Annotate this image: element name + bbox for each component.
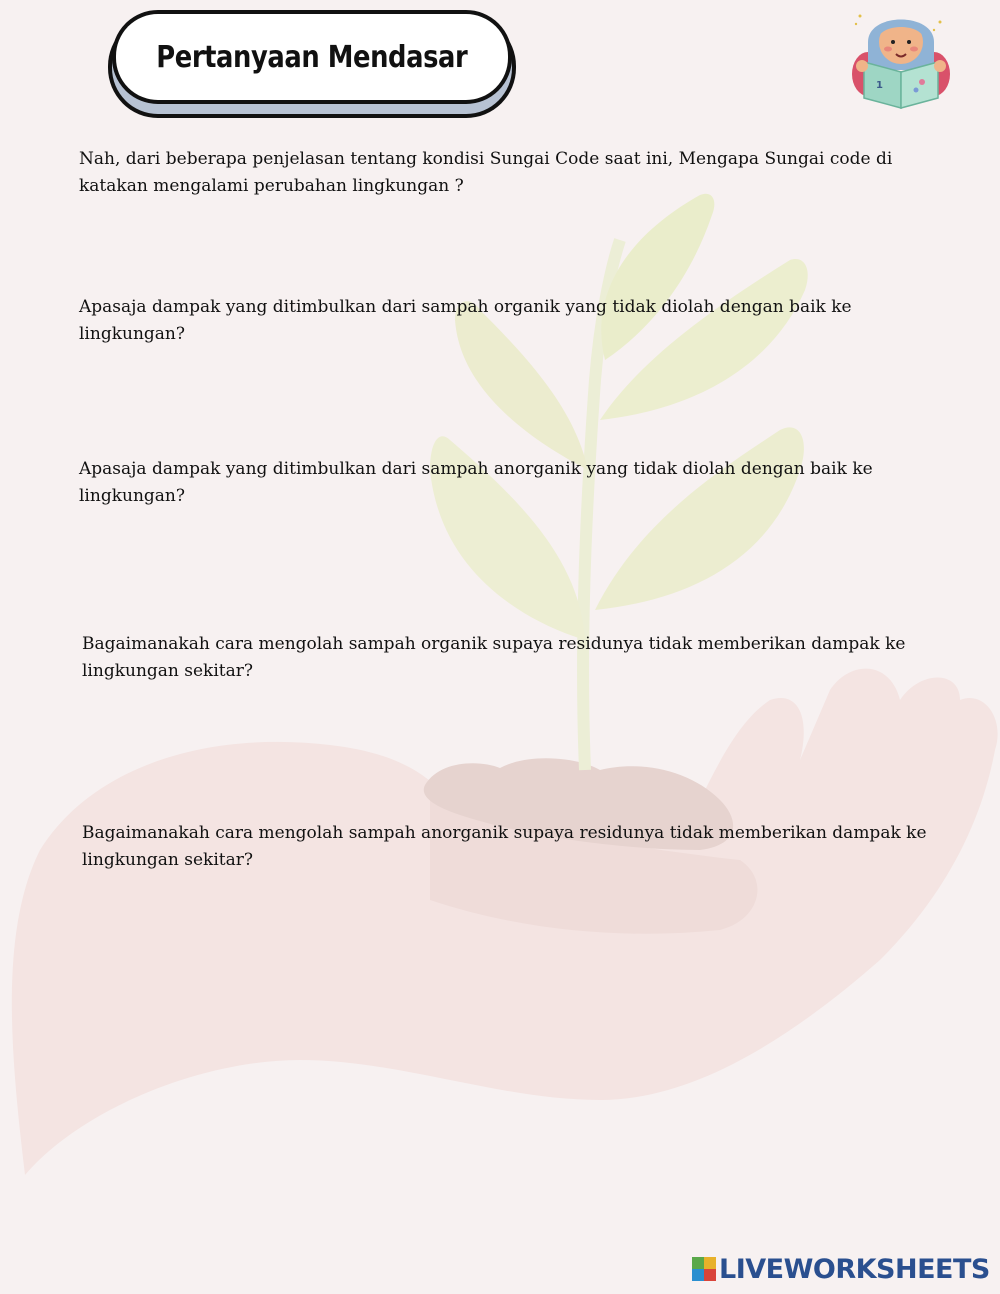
hand-shape — [12, 669, 998, 1175]
liveworksheets-logo[interactable] — [692, 1252, 990, 1286]
logo-text: LIVEWORKSHEETS — [719, 1253, 990, 1285]
question-4: Bagaimanakah cara mengolah sampah organik supaya residunya tidak memberikan dampak ke lingkungan sekitar? — [82, 634, 906, 681]
title-banner — [112, 10, 512, 104]
question-3: Apasaja dampak yang ditimbulkan dari sampah anorganik yang tidak diolah dengan baik ke lingkungan? — [79, 459, 873, 506]
girl-reading-book-icon — [846, 2, 956, 110]
question-2: Apasaja dampak yang ditimbulkan dari sampah organik yang tidak diolah dengan baik ke lingkungan? — [79, 297, 852, 344]
leaf-right-bottom — [595, 427, 804, 610]
question-5: Bagaimanakah cara mengolah sampah anorganik supaya residunya tidak memberikan dampak ke lingkungan sekitar? — [82, 823, 927, 870]
liveworksheets-mark-icon — [692, 1257, 716, 1281]
page-title: Pertanyaan Mendasar — [156, 39, 468, 75]
question-1: Nah, dari beberapa penjelasan tentang kondisi Sungai Code saat ini, Mengapa Sungai code di katakan mengalami perubahan lingkungan ? — [79, 149, 893, 196]
svg-text:1: 1 — [876, 80, 883, 91]
